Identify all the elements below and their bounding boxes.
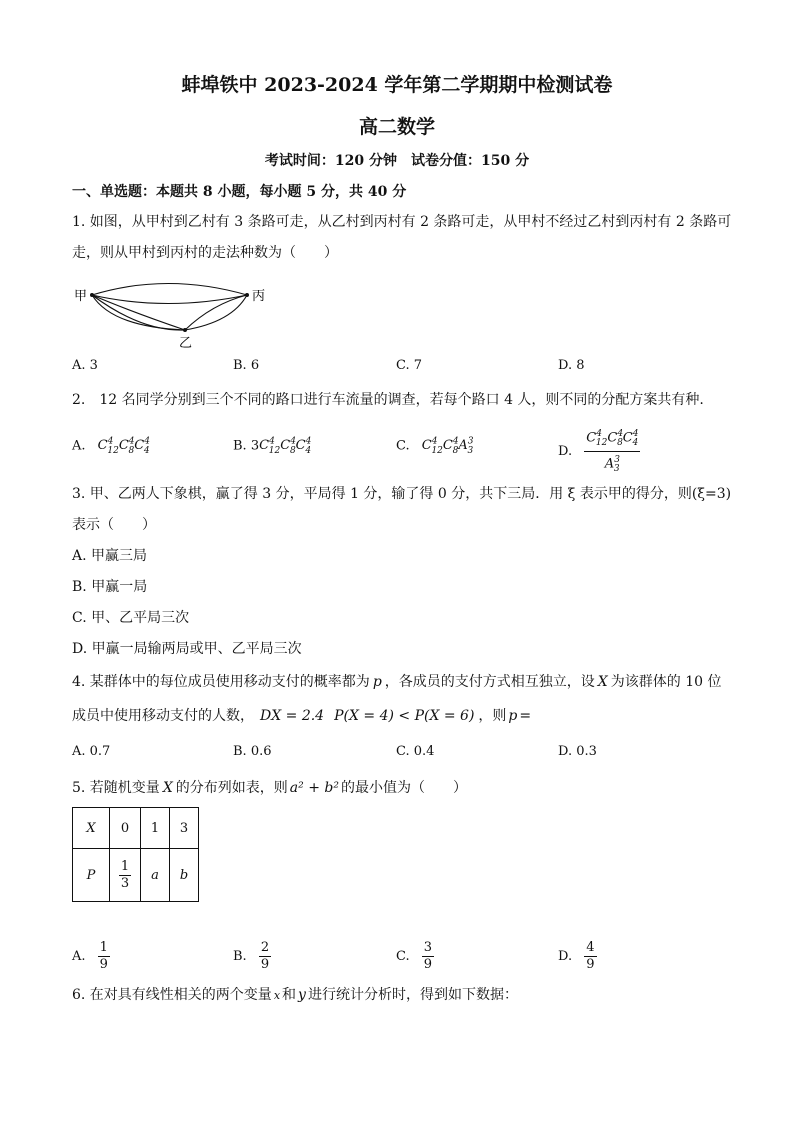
q6-line1	[72, 985, 518, 1006]
fraction-numerator: 2	[260, 940, 270, 955]
q2-text: 2. 12 名同学分别到三个不同的路口进行车流量的调查，若每个路口 4 人，则不同的分配方案共有种.	[72, 392, 704, 408]
q4-text-f: =	[519, 708, 532, 724]
exam-subject: 高二数学	[358, 116, 435, 138]
q3-line1: 3. 甲、乙两人下象棋，赢了得 3 分，平局得 1 分，输了得 0 分，共下三局．用 ξ 表示甲的得分，则(ξ=3)	[72, 486, 732, 502]
q1-line2: 走，则从甲村到丙村的走法种数为（ ）	[72, 245, 338, 261]
q4-var-p: p	[372, 674, 382, 690]
distribution-row-x	[73, 808, 199, 849]
table-cell: 3	[170, 808, 199, 849]
q5-line1	[72, 778, 467, 798]
q4-line1	[72, 672, 721, 692]
q1-option-d: D. 8	[558, 358, 585, 373]
q4-var-p-2: p	[508, 708, 518, 724]
table-cell: X	[73, 808, 110, 849]
q5-expression: a² + b²	[289, 780, 339, 796]
q4-option-a: A. 0.7	[72, 744, 111, 759]
q5-option-c	[396, 940, 434, 973]
fraction-denominator: 9	[586, 957, 595, 972]
q3-option-d: D. 甲赢一局输两局或甲、乙平局三次	[72, 641, 302, 657]
q3-option-a: A. 甲赢三局	[72, 548, 148, 564]
q5-option-b	[233, 940, 271, 973]
q4-option-b: B. 0.6	[233, 744, 272, 759]
table-cell: P	[73, 849, 110, 902]
q1-option-a: A. 3	[72, 358, 98, 373]
q4-option-c: C. 0.4	[396, 744, 435, 759]
q2-option-b: B. $3C^4_{12}C^4_8C^4_4$	[233, 437, 312, 456]
q6-text-a: 6. 在对具有线性相关的两个变量	[72, 987, 272, 1003]
q5-option-c-label: C.	[396, 949, 410, 964]
section-heading: 一、单选题：本题共 8 小题，每小题 5 分，共 40 分	[72, 184, 407, 200]
q4-text-c: 为该群体的 10 位	[610, 674, 722, 690]
q1-option-c: C. 7	[396, 358, 423, 373]
table-cell: b	[170, 849, 199, 902]
q2-option-a: A. $C^4_{12}C^4_8C^4_4$	[72, 437, 150, 456]
q5-option-b-label: B.	[233, 949, 247, 964]
q5-text-a: 5. 若随机变量	[72, 780, 160, 796]
fraction-denominator: 9	[99, 957, 108, 972]
fraction-denominator: 9	[423, 957, 433, 972]
q4-var-x: X	[597, 674, 608, 690]
q4-text-a: 4. 某群体中的每位成员使用移动支付的概率都为	[72, 674, 370, 690]
q2-option-c: C. $C^4_{12}C^4_8A^3_3$	[396, 437, 474, 456]
q2-option-d-label: D.	[558, 443, 573, 459]
q5-text-b: 的分布列如表，则	[175, 780, 288, 796]
village-road-diagram	[72, 282, 272, 350]
q1-option-b: B. 6	[233, 358, 260, 373]
table-cell: 0	[110, 808, 141, 849]
q4-text-e: ，则	[478, 708, 507, 724]
distribution-row-p	[73, 849, 199, 902]
table-cell	[110, 849, 141, 902]
q4-dx: DX = 2.4	[260, 708, 325, 724]
distribution-table	[72, 807, 199, 902]
fraction-numerator: 3	[423, 940, 433, 955]
q4-line2	[72, 706, 531, 726]
q4-text-b: ，各成员的支付方式相互独立，设	[384, 674, 595, 690]
village-yi-label: 乙	[179, 336, 193, 350]
q6-var-y: y	[298, 987, 306, 1003]
village-bing-label: 丙	[252, 289, 266, 304]
q5-option-d	[558, 940, 597, 973]
fraction-denominator: 3	[120, 875, 130, 891]
q5-text-c: 的最小值为（ ）	[340, 780, 467, 796]
q1-line1: 1. 如图，从甲村到乙村有 3 条路可走，从乙村到丙村有 2 条路可走，从甲村不经过乙村到丙村有 2 条路可	[72, 214, 732, 230]
q2-option-a-label: A.	[72, 438, 86, 454]
fraction-denominator: 9	[260, 957, 270, 972]
table-cell: a	[141, 849, 170, 902]
q5-option-a-label: A.	[72, 949, 86, 964]
q5-var-x: X	[162, 780, 173, 796]
q6-text-c: 进行统计分析时，得到如下数据：	[307, 987, 518, 1003]
q3-option-c: C. 甲、乙平局三次	[72, 610, 190, 626]
fraction-numerator: 4	[586, 940, 595, 955]
q3-option-b: B. 甲赢一局	[72, 579, 148, 595]
table-cell: 1	[141, 808, 170, 849]
q6-var-x: x	[273, 989, 281, 1002]
village-jia-label: 甲	[74, 289, 88, 304]
q5-option-a	[72, 940, 110, 973]
fraction-numerator: 1	[120, 858, 130, 874]
q2-option-d: D. $\frac{C^4_{12}C^4_8C^4_4}{A^3_3}$	[558, 426, 640, 477]
fraction-numerator: 1	[99, 940, 108, 955]
q2-option-c-label: C.	[396, 438, 410, 454]
q6-text-b: 和	[282, 987, 297, 1003]
q4-text-d: 成员中使用移动支付的人数，	[72, 708, 254, 724]
q3-line2: 表示（ ）	[72, 517, 156, 533]
exam-title: 蚌埠铁中 2023-2024 学年第二学期期中检测试卷	[181, 74, 613, 96]
q2-option-b-label: B.	[233, 438, 247, 454]
q2-option-b-coef: 3	[250, 438, 260, 454]
q4-inequality: P(X = 4) < P(X = 6)	[334, 708, 475, 724]
q5-option-d-label: D.	[558, 949, 573, 964]
q4-option-d: D. 0.3	[558, 744, 597, 759]
exam-info: 考试时间：120 分钟 试卷分值：150 分	[264, 153, 530, 169]
